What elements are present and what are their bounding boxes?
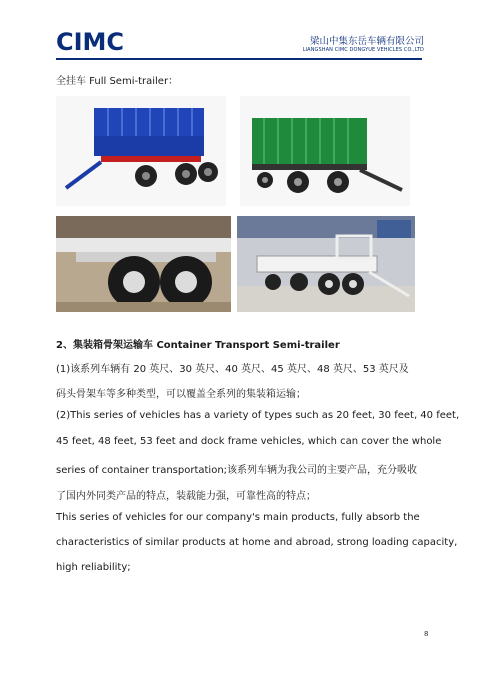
para-line-7: This series of vehicles for our company's main products, fully absorb the [56,512,420,523]
para-line-1: (1)该系列车辆有 20 英尺、30 英尺、40 英尺、45 英尺、48 英尺、53 英尺及 [56,364,409,375]
company-name-en: LIANGSHAN CIMC DONGYUE VEHICLES CO.,LTD [302,47,424,53]
para-line-9: high reliability; [56,562,131,573]
company-name-cn: 梁山中集东岳车辆有限公司 [309,36,424,47]
header-divider [56,58,422,60]
para-line-3: (2)This series of vehicles has a variety of types such as 20 feet, 30 feet, 40 feet, [56,410,460,421]
para-line-4: 45 feet, 48 feet, 53 feet and dock frame vehicles, which can cover the whole [56,436,442,447]
page-number: 8 [424,630,429,638]
photo-white-trailer [237,216,415,312]
para-line-6: 了国内外同类产品的特点，装载能力强，可靠性高的特点； [56,491,316,502]
section-label-full-semi-trailer: 全挂车 Full Semi-trailer： [56,76,179,87]
photo-green-trailer [240,96,410,206]
photo-blue-trailer [56,96,226,206]
para-line-2: 码头骨架车等多种类型，可以覆盖全系列的集装箱运输； [56,389,306,400]
photo-factory-wheels [56,216,231,312]
para-line-5: series of container transportation;该系列车辆为我公司的主要产品，充分吸收 [56,465,418,476]
cimc-logo: CIMC [56,28,125,56]
page-header [0,0,480,62]
para-line-8: characteristics of similar products at home and abroad, strong loading capacity, [56,537,458,548]
section-heading-container-transport: 2、集装箱骨架运输车 Container Transport Semi-trailer [56,340,340,351]
